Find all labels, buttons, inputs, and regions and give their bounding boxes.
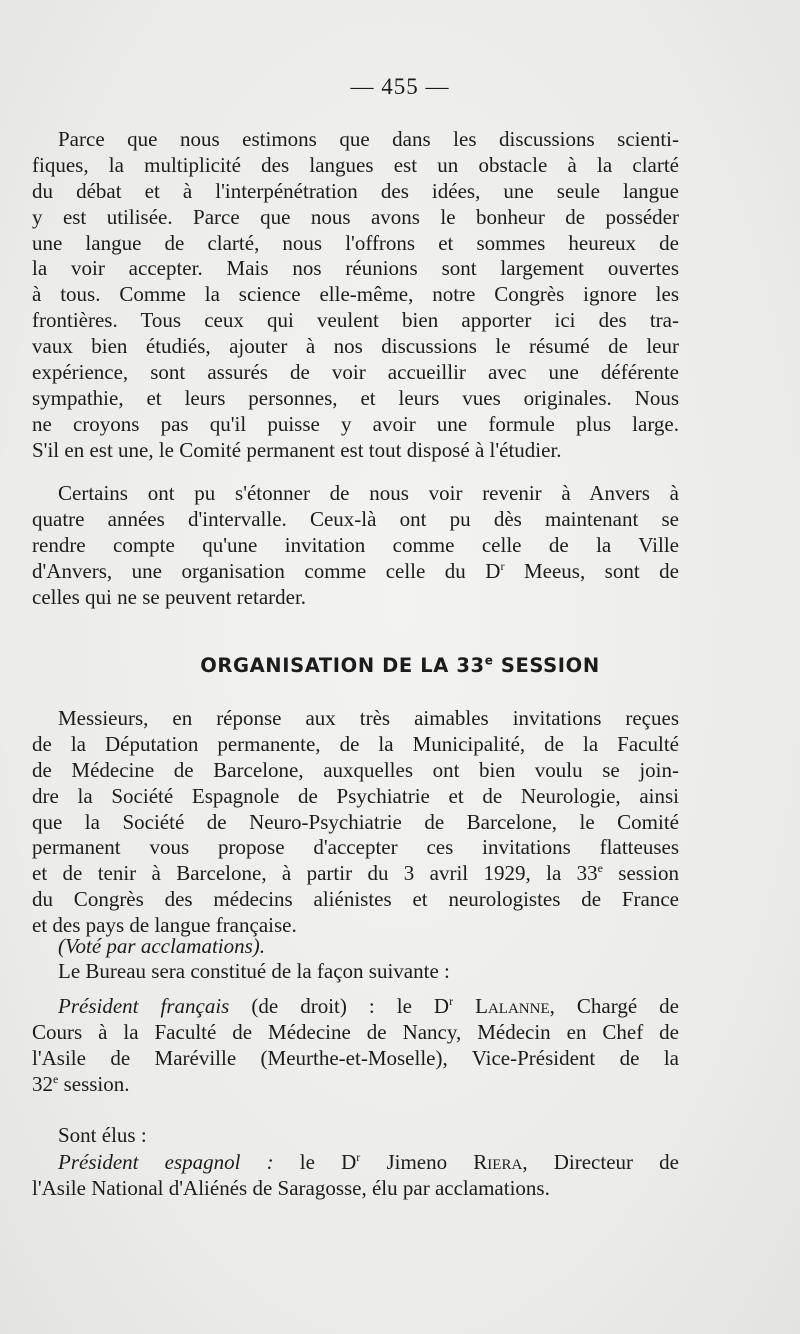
text-line: l'Asile National d'Aliénés de Saragosse, élu par acclamations. bbox=[32, 1175, 550, 1200]
text-line: vaux bien étudiés, ajouter à nos discussions le résumé de leur bbox=[32, 334, 679, 359]
text-line: Président espagnol : le $D^r$ Jimeno Riera, Directeur de bbox=[58, 1150, 679, 1174]
text-line: fiques, la multiplicité des langues est un obstacle à la clarté bbox=[32, 152, 679, 177]
vote-note bbox=[32, 934, 679, 960]
text-line: que la Société de Neuro-Psychiatrie de Barcelone, le Comité bbox=[32, 809, 679, 834]
text-line: de la Députation permanente, de la Municipalité, de la Faculté bbox=[32, 731, 679, 756]
sont-elus bbox=[32, 1123, 679, 1149]
bureau-intro bbox=[32, 959, 679, 985]
text-line: et de tenir à Barcelone, à partir du 3 avril 1929, la 33e session bbox=[32, 861, 679, 886]
text-line: Parce que nous estimons que dans les discussions scienti- bbox=[58, 127, 679, 151]
text-line: à tous. Comme la science elle-même, notre Congrès ignore les bbox=[32, 282, 679, 307]
text-line: de Médecine de Barcelone, auxquelles ont bien voulu se join- bbox=[32, 757, 679, 782]
text-line: (Voté par acclamations). bbox=[58, 934, 266, 958]
text-line: dre la Société Espagnole de Psychiatrie et de Neurologie, ainsi bbox=[32, 783, 679, 808]
text-line: frontières. Tous ceux qui veulent bien apporter ici des tra- bbox=[32, 308, 679, 333]
section-heading: ORGANISATION DE LA 33e SESSION bbox=[200, 653, 600, 677]
text-line: Sont élus : bbox=[58, 1123, 147, 1147]
text-line: 32e session. bbox=[32, 1071, 130, 1096]
text-line: Président français (de droit) : le $D^r$ Lalanne, Chargé de bbox=[58, 994, 679, 1018]
paragraph-president-espagnol bbox=[32, 1150, 679, 1202]
text-line: Certains ont pu s'étonner de nous voir revenir à Anvers à bbox=[58, 481, 679, 505]
text-line: ne croyons pas qu'il puisse y avoir une formule plus large. bbox=[32, 411, 679, 436]
text-line: permanent vous propose d'accepter ces invitations flatteuses bbox=[32, 835, 679, 860]
paragraph-president-francais bbox=[32, 994, 679, 1098]
page-number: — 455 — bbox=[350, 74, 450, 99]
text-line: rendre compte qu'une invitation comme celle de la Ville bbox=[32, 532, 679, 557]
text-line: une langue de clarté, nous l'offrons et sommes heureux de bbox=[32, 230, 679, 255]
text-line: celles qui ne se peuvent retarder. bbox=[32, 584, 307, 609]
paragraph-congress-language bbox=[32, 127, 679, 464]
text-line: sympathie, et leurs personnes, et leurs vues originales. Nous bbox=[32, 385, 679, 410]
paragraph-anvers bbox=[32, 481, 679, 610]
text-line: quatre années d'intervalle. Ceux-là ont pu dès maintenant se bbox=[32, 506, 679, 531]
text-line: expérience, sont assurés de voir accueillir avec une déférente bbox=[32, 360, 679, 385]
text-line: Le Bureau sera constitué de la façon suivante : bbox=[58, 959, 450, 983]
text-line: l'Asile de Maréville (Meurthe-et-Moselle), Vice-Président de la bbox=[32, 1045, 679, 1070]
text-line: d'Anvers, une organisation comme celle du $D^r$ Meeus, sont de bbox=[32, 558, 679, 583]
text-line: du Congrès des médecins aliénistes et neurologistes de France bbox=[32, 887, 679, 912]
text-line: y est utilisée. Parce que nous avons le bonheur de posséder bbox=[32, 204, 679, 229]
text-line: et des pays de langue française. bbox=[32, 913, 297, 938]
text-line: la voir accepter. Mais nos réunions sont largement ouvertes bbox=[32, 256, 679, 281]
text-line: Cours à la Faculté de Médecine de Nancy, Médecin en Chef de bbox=[32, 1019, 679, 1044]
text-line: S'il en est une, le Comité permanent est tout disposé à l'étudier. bbox=[32, 437, 562, 462]
text-line: du débat et à l'interpénétration des idées, une seule langue bbox=[32, 178, 679, 203]
paragraph-barcelone-invitation bbox=[32, 706, 679, 939]
text-line: Messieurs, en réponse aux très aimables invitations reçues bbox=[58, 706, 679, 730]
